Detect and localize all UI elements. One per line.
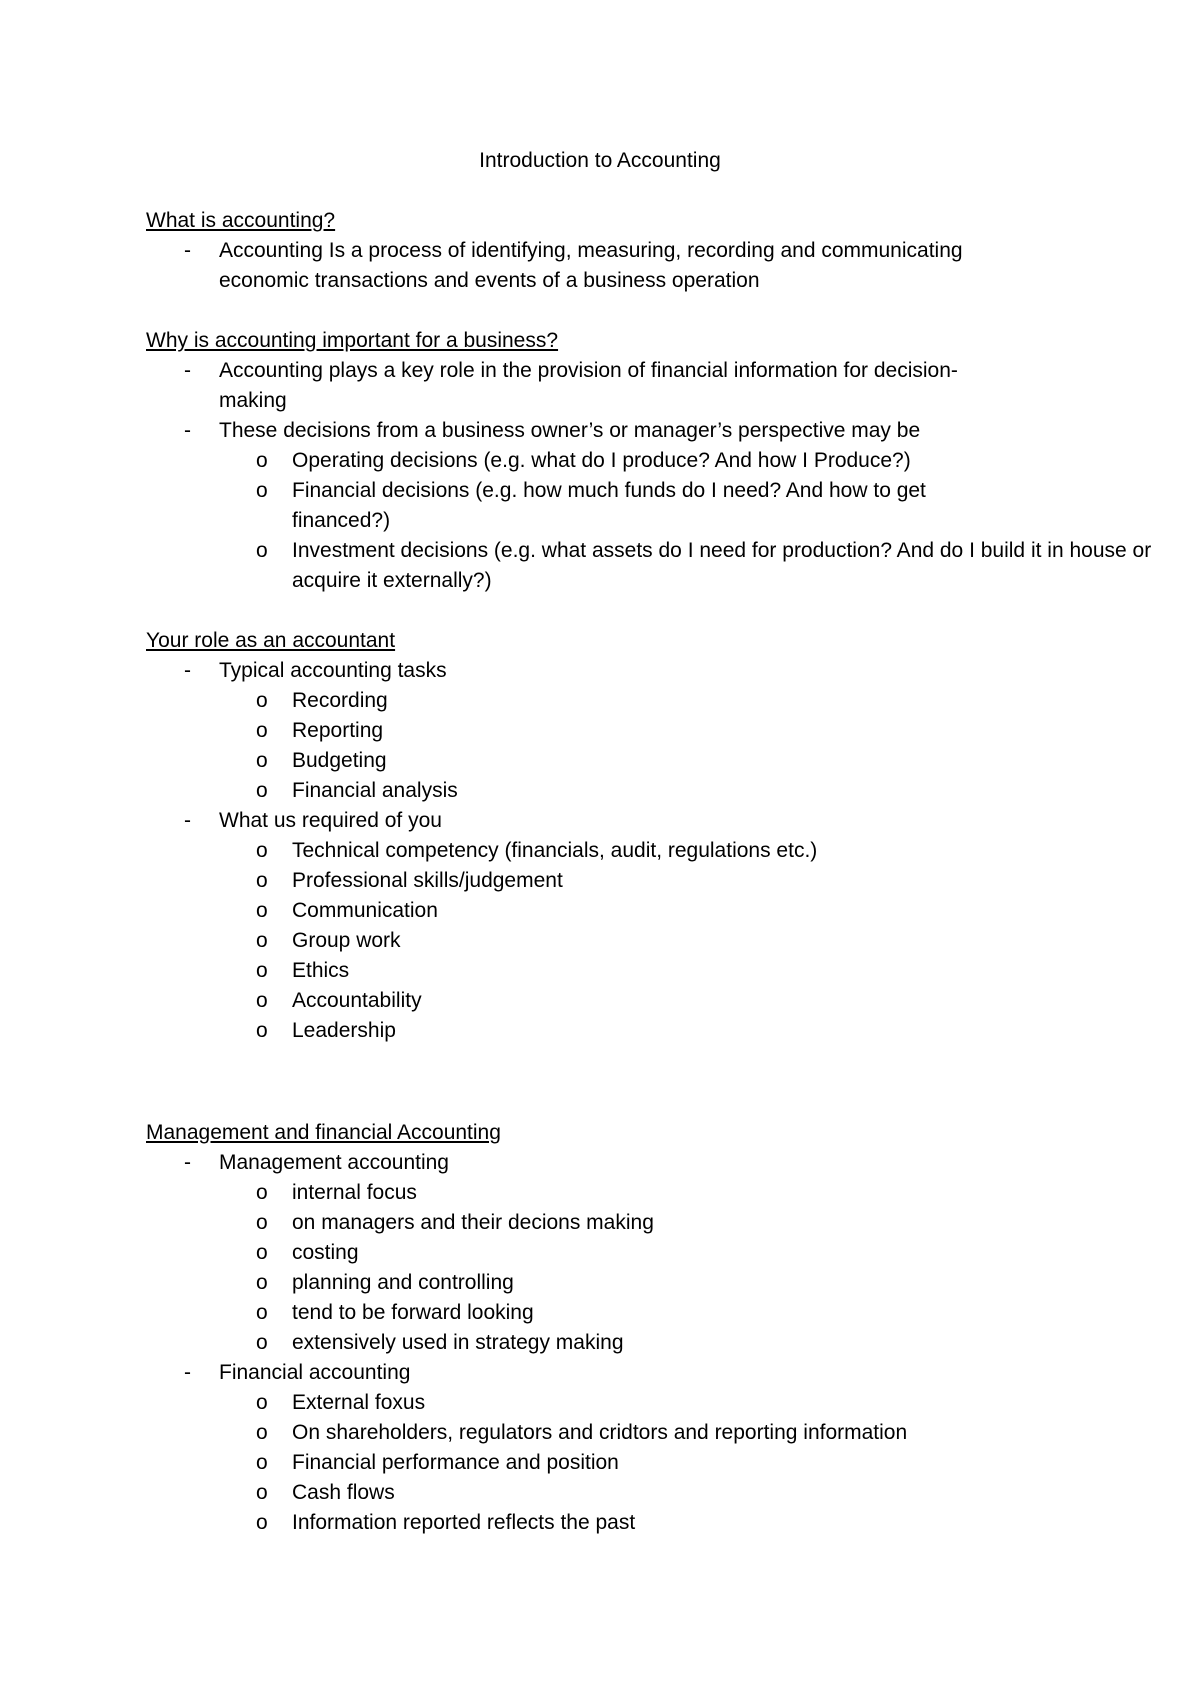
circle-bullet-icon: o [256, 1421, 268, 1444]
sub-bullet-text: Leadership [292, 1019, 396, 1042]
circle-bullet-icon: o [256, 689, 268, 712]
dash-bullet-icon: - [184, 419, 191, 442]
sub-bullet-item [146, 986, 1046, 1016]
bullet-text: Accounting Is a process of identifying, measuring, recording and communicating economic transactions and events of a business operation [219, 239, 963, 292]
circle-bullet-icon: o [256, 869, 268, 892]
sub-bullet-text: Recording [292, 689, 388, 712]
sub-bullet-text: Ethics [292, 959, 350, 982]
circle-bullet-icon: o [256, 539, 268, 562]
circle-bullet-icon: o [256, 839, 268, 862]
circle-bullet-icon: o [256, 449, 268, 472]
circle-bullet-icon: o [256, 1391, 268, 1414]
sub-bullet-item [146, 746, 1046, 776]
sub-bullet-text: Technical competency (financials, audit, regulations etc.) [292, 839, 818, 862]
circle-bullet-icon: o [256, 719, 268, 742]
sub-bullet-text: Reporting [292, 719, 384, 742]
sub-bullet-text: On shareholders, regulators and cridtors and reporting information [292, 1421, 908, 1444]
sub-bullet-item [146, 836, 1046, 866]
circle-bullet-icon: o [256, 929, 268, 952]
sub-bullet-item [146, 716, 1046, 746]
circle-bullet-icon: o [256, 1331, 268, 1354]
bullet-item [146, 806, 1046, 836]
circle-bullet-icon: o [256, 779, 268, 802]
section-management-financial [146, 1118, 1046, 1538]
sub-bullet-item [146, 1478, 1046, 1508]
sub-bullet-item [146, 1208, 1046, 1238]
sub-bullet-text: tend to be forward looking [292, 1301, 534, 1324]
circle-bullet-icon: o [256, 1241, 268, 1264]
sub-bullet-text: Accountability [292, 989, 422, 1012]
bullet-text: Management accounting [219, 1151, 449, 1174]
dash-bullet-icon: - [184, 1361, 191, 1384]
sub-bullet-text: internal focus [292, 1181, 417, 1204]
sub-bullet-item [146, 476, 942, 536]
sub-bullet-text: Communication [292, 899, 438, 922]
bullet-item [146, 236, 1049, 296]
dash-bullet-icon: - [184, 659, 191, 682]
bullet-text: Accounting plays a key role in the provision of financial information for decision-making [219, 359, 958, 412]
sub-bullet-item [146, 1508, 1046, 1538]
sub-bullet-text: Financial analysis [292, 779, 458, 802]
sub-bullet-item [146, 1238, 1046, 1268]
sub-bullet-item [146, 446, 1046, 476]
bullet-item [146, 356, 1019, 416]
circle-bullet-icon: o [256, 1511, 268, 1534]
sub-bullet-item [146, 1268, 1046, 1298]
circle-bullet-icon: o [256, 1481, 268, 1504]
bullet-text: These decisions from a business owner’s or manager’s perspective may be [219, 419, 921, 442]
circle-bullet-icon: o [256, 1019, 268, 1042]
sub-bullet-text: Information reported reflects the past [292, 1511, 636, 1534]
dash-bullet-icon: - [184, 1151, 191, 1174]
bullet-item [146, 1358, 1046, 1388]
section-what-is-accounting [146, 206, 1046, 296]
circle-bullet-icon: o [256, 959, 268, 982]
dash-bullet-icon: - [184, 359, 191, 382]
sub-bullet-item [146, 1448, 1046, 1478]
sub-bullet-text: Financial decisions (e.g. how much funds do I need? And how to get financed?) [292, 479, 926, 532]
sub-bullet-item [146, 1418, 1046, 1448]
sub-bullet-item [146, 686, 1046, 716]
sub-bullet-item [146, 1298, 1046, 1328]
sub-bullet-item [146, 776, 1046, 806]
section-your-role [146, 626, 1046, 1046]
circle-bullet-icon: o [256, 479, 268, 502]
sub-bullet-text: extensively used in strategy making [292, 1331, 624, 1354]
sub-bullet-item [146, 1328, 1046, 1358]
bullet-item [146, 1148, 1046, 1178]
circle-bullet-icon: o [256, 1451, 268, 1474]
sub-bullet-text: Financial performance and position [292, 1451, 619, 1474]
circle-bullet-icon: o [256, 989, 268, 1012]
circle-bullet-icon: o [256, 1301, 268, 1324]
section-heading: Management and financial Accounting [146, 1121, 501, 1144]
circle-bullet-icon: o [256, 1211, 268, 1234]
sub-bullet-text: Professional skills/judgement [292, 869, 563, 892]
section-heading: Your role as an accountant [146, 629, 396, 652]
bullet-text: What us required of you [219, 809, 442, 832]
dash-bullet-icon: - [184, 809, 191, 832]
section-heading: Why is accounting important for a business? [146, 329, 559, 352]
sub-bullet-item [146, 1178, 1046, 1208]
sub-bullet-text: Cash flows [292, 1481, 395, 1504]
sub-bullet-text: Investment decisions (e.g. what assets do I need for production? And do I build it in house or acquire it externally?) [292, 539, 1152, 592]
sub-bullet-item [146, 866, 1046, 896]
sub-bullet-item [146, 956, 1046, 986]
bullet-item [146, 416, 1046, 446]
sub-bullet-text: costing [292, 1241, 359, 1264]
sub-bullet-text: Budgeting [292, 749, 387, 772]
sub-bullet-item [146, 896, 1046, 926]
sub-bullet-item [146, 926, 1046, 956]
sub-bullet-text: on managers and their decions making [292, 1211, 654, 1234]
sub-bullet-item [146, 1388, 1046, 1418]
bullet-text: Typical accounting tasks [219, 659, 447, 682]
sub-bullet-text: External foxus [292, 1391, 426, 1414]
bullet-text: Financial accounting [219, 1361, 411, 1384]
page-title: Introduction to Accounting [479, 149, 721, 172]
bullet-item [146, 656, 1046, 686]
sub-bullet-item [146, 536, 1172, 596]
circle-bullet-icon: o [256, 899, 268, 922]
dash-bullet-icon: - [184, 239, 191, 262]
circle-bullet-icon: o [256, 1181, 268, 1204]
sub-bullet-text: Operating decisions (e.g. what do I produce? And how I Produce?) [292, 449, 911, 472]
circle-bullet-icon: o [256, 1271, 268, 1294]
sub-bullet-text: Group work [292, 929, 401, 952]
section-why-important [146, 326, 1152, 596]
circle-bullet-icon: o [256, 749, 268, 772]
sub-bullet-item [146, 1016, 1046, 1046]
sub-bullet-text: planning and controlling [292, 1271, 514, 1294]
section-heading: What is accounting? [146, 209, 336, 232]
